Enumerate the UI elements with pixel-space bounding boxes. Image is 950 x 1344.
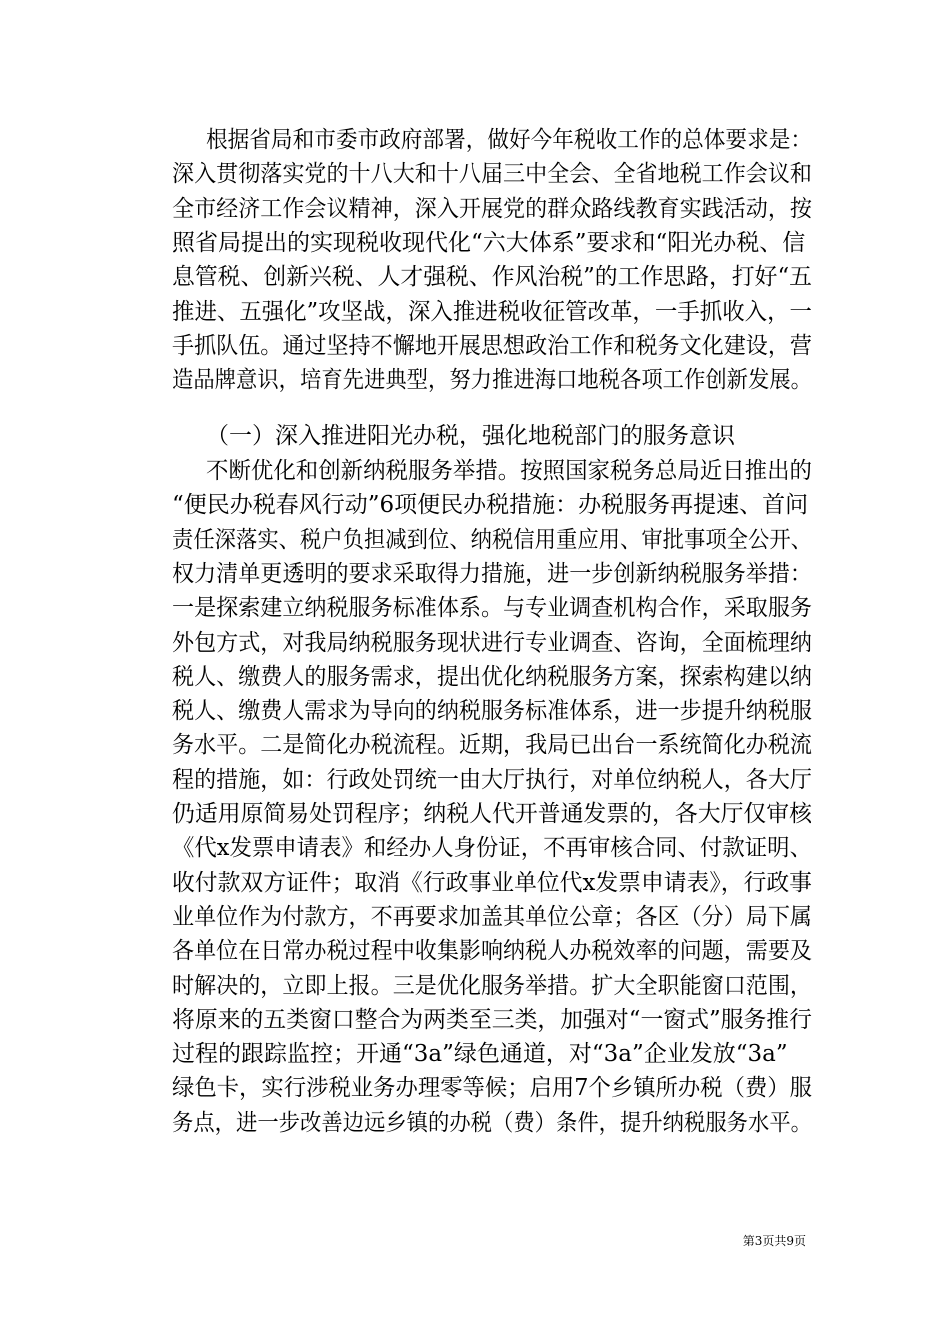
text-line-content: 外包方式，对我局纳税服务现状进行专业调查、咨询，全面梳理纳 bbox=[172, 629, 812, 656]
text-line-content: 各单位在日常办税过程中收集影响纳税人办税效率的问题，需要及 bbox=[172, 938, 812, 965]
text-line-content: 根据省局和市委市政府部署，做好今年税收工作的总体要求是： bbox=[206, 127, 812, 153]
text-line-content: 仍适用原简易处罚程序；纳税人代开普通发票的，各大厅仅审核 bbox=[172, 801, 812, 827]
text-line-content: 照省局提出的实现税收现代化“六大体系”要求和“阳光办税、信 bbox=[172, 229, 806, 256]
text-line-content: 绿色卡，实行涉税业务办理零等候；启用7个乡镇所办税（费）服 bbox=[172, 1075, 812, 1102]
text-line-content: 责任深落实、税户负担减到位、纳税信用重应用、审批事项全公开、 bbox=[172, 526, 812, 553]
text-line-content: 造品牌意识，培育先进典型，努力推进海口地税各项工作创新发展。 bbox=[172, 367, 812, 394]
text-line-content: 时解决的，立即上报。三是优化服务举措。扩大全职能窗口范围， bbox=[172, 972, 812, 999]
text-line-content: 推进、五强化”攻坚战，深入推进税收征管改革，一手抓收入，一 bbox=[172, 298, 812, 325]
text-line-content: 税人、缴费人需求为导向的纳税服务标准体系，进一步提升纳税服 bbox=[172, 698, 812, 725]
text-line-content: 手抓队伍。通过坚持不懈地开展思想政治工作和税务文化建设，营 bbox=[172, 332, 812, 359]
text-line-content: 不断优化和创新纳税服务举措。按照国家税务总局近日推出的 bbox=[206, 458, 812, 484]
page-number: 第3页共9页 bbox=[742, 1234, 806, 1248]
text-line-content: 《代x发票申请表》和经办人身份证，不再审核合同、付款证明、 bbox=[172, 835, 812, 862]
section-heading bbox=[0, 416, 950, 456]
page-footer bbox=[743, 1233, 806, 1249]
text-line-content: 程的措施，如：行政处罚统一由大厅执行，对单位纳税人，各大厅 bbox=[172, 766, 812, 793]
text-line-content: 务点，进一步改善边远乡镇的办税（费）条件，提升纳税服务水平。 bbox=[172, 1109, 812, 1136]
text-line bbox=[0, 1103, 950, 1143]
text-line-content: 息管税、创新兴税、人才强税、作风治税”的工作思路，打好“五 bbox=[172, 264, 812, 291]
text-line-content: “便民办税春风行动”6项便民办税措施：办税服务再提速、首问 bbox=[172, 492, 809, 519]
text-line-content: 全市经济工作会议精神，深入开展党的群众路线教育实践活动，按 bbox=[172, 195, 812, 222]
text-line-content: 收付款双方证件；取消《行政事业单位代x发票申请表》，行政事 bbox=[172, 869, 812, 896]
text-line-content: 一是探索建立纳税服务标准体系。与专业调查机构合作，采取服务 bbox=[172, 595, 812, 622]
text-line-content: 业单位作为付款方，不再要求加盖其单位公章；各区（分）局下属 bbox=[172, 903, 812, 930]
section-heading-text: （一）深入推进阳光办税，强化地税部门的服务意识 bbox=[206, 423, 735, 449]
text-line-content: 权力清单更透明的要求采取得力措施，进一步创新纳税服务举措： bbox=[172, 560, 812, 587]
text-line-content: 过程的跟踪监控；开通“3a”绿色通道，对“3a”企业发放“3a” bbox=[172, 1041, 788, 1068]
text-line bbox=[0, 360, 950, 400]
text-line-content: 税人、缴费人的服务需求，提出优化纳税服务方案，探索构建以纳 bbox=[172, 663, 812, 690]
text-line-content: 将原来的五类窗口整合为两类至三类，加强对“一窗式”服务推行 bbox=[172, 1006, 812, 1033]
text-line-content: 深入贯彻落实党的十八大和十八届三中全会、全省地税工作会议和 bbox=[172, 161, 812, 188]
text-line-content: 务水平。二是简化办税流程。近期，我局已出台一系统简化办税流 bbox=[172, 732, 812, 759]
